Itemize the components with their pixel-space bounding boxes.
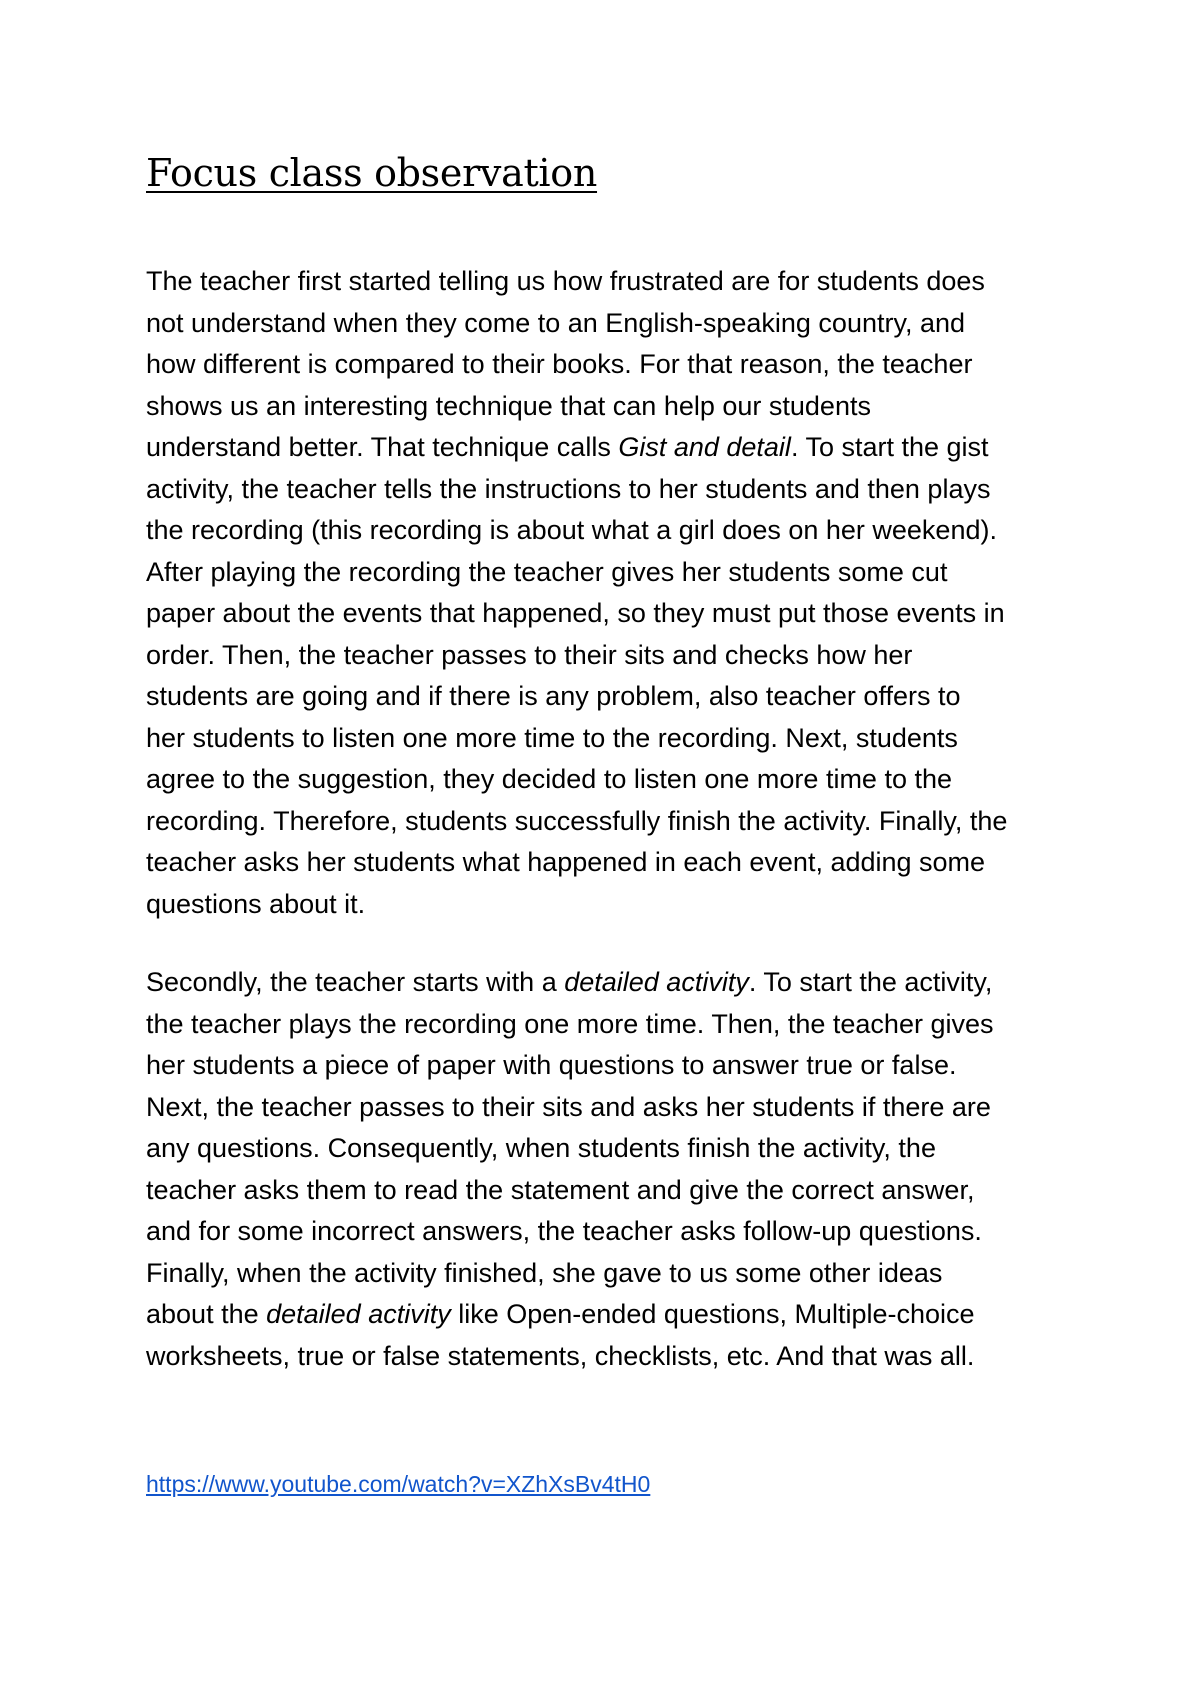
paragraph-line: The teacher first started telling us how frustrated are for students does [146,266,985,296]
technique-name: Gist and detail [618,432,791,462]
line-text: understand better. That technique calls [146,432,619,462]
paragraph-line: activity, the teacher tells the instructions to her students and then plays [146,473,991,504]
paragraph-line: questions about it. [146,888,366,919]
paragraph-line [146,427,1076,469]
paragraph-line: worksheets, true or false statements, checklists, etc. And that was all. [146,1340,975,1371]
paragraph-line: shows us an interesting technique that can help our students [146,390,871,421]
paragraph-line: her students to listen one more time to the recording. Next, students [146,722,958,753]
paragraph-line: teacher asks them to read the statement and give the correct answer, [146,1174,975,1205]
paragraph-line: agree to the suggestion, they decided to listen one more time to the [146,764,953,794]
paragraph-line: Finally, when the activity finished, she gave to us some other ideas [146,1257,943,1288]
paragraph-line: paper about the events that happened, so they must put those events in [146,598,1005,628]
paragraph-line: recording. Therefore, students successfully finish the activity. Finally, the [146,805,1008,836]
activity-name: detailed activity [266,1299,451,1329]
document-title: Focus class observation [146,151,598,195]
paragraph-line: order. Then, the teacher passes to their sits and checks how her [146,639,913,670]
line-text: . To start the gist [790,432,989,462]
paragraph-line: the teacher plays the recording one more time. Then, the teacher gives [146,1008,994,1039]
paragraph-line: and for some incorrect answers, the teacher asks follow-up questions. [146,1216,982,1246]
paragraph-line: her students a piece of paper with questions to answer true or false. [146,1050,957,1080]
paragraph-line [146,962,1076,1004]
paragraph-line: Next, the teacher passes to their sits and asks her students if there are [146,1091,991,1122]
paragraph-line: After playing the recording the teacher gives her students some cut [146,556,948,587]
paragraph-line: the recording (this recording is about what a girl does on her weekend). [146,515,997,545]
paragraph-line: any questions. Consequently, when students finish the activity, the [146,1133,936,1163]
line-text: Secondly, the teacher starts with a [146,967,565,997]
line-text: . To start the activity, [748,967,993,997]
paragraph-line: teacher asks her students what happened in each event, adding some [146,847,986,877]
activity-name: detailed activity [564,967,749,997]
paragraph-line [146,1294,1076,1336]
paragraph-2 [146,962,1076,1377]
paragraph-line: not understand when they come to an English-speaking country, and [146,307,966,338]
paragraph-line: students are going and if there is any problem, also teacher offers to [146,681,961,711]
paragraph-line: how different is compared to their books. For that reason, the teacher [146,349,973,379]
line-text: like Open-ended questions, Multiple-choice [450,1299,975,1329]
line-text: about the [146,1299,267,1329]
paragraph-1 [146,261,1076,925]
youtube-link[interactable]: https://www.youtube.com/watch?v=XZhXsBv4tH0 [146,1471,651,1497]
